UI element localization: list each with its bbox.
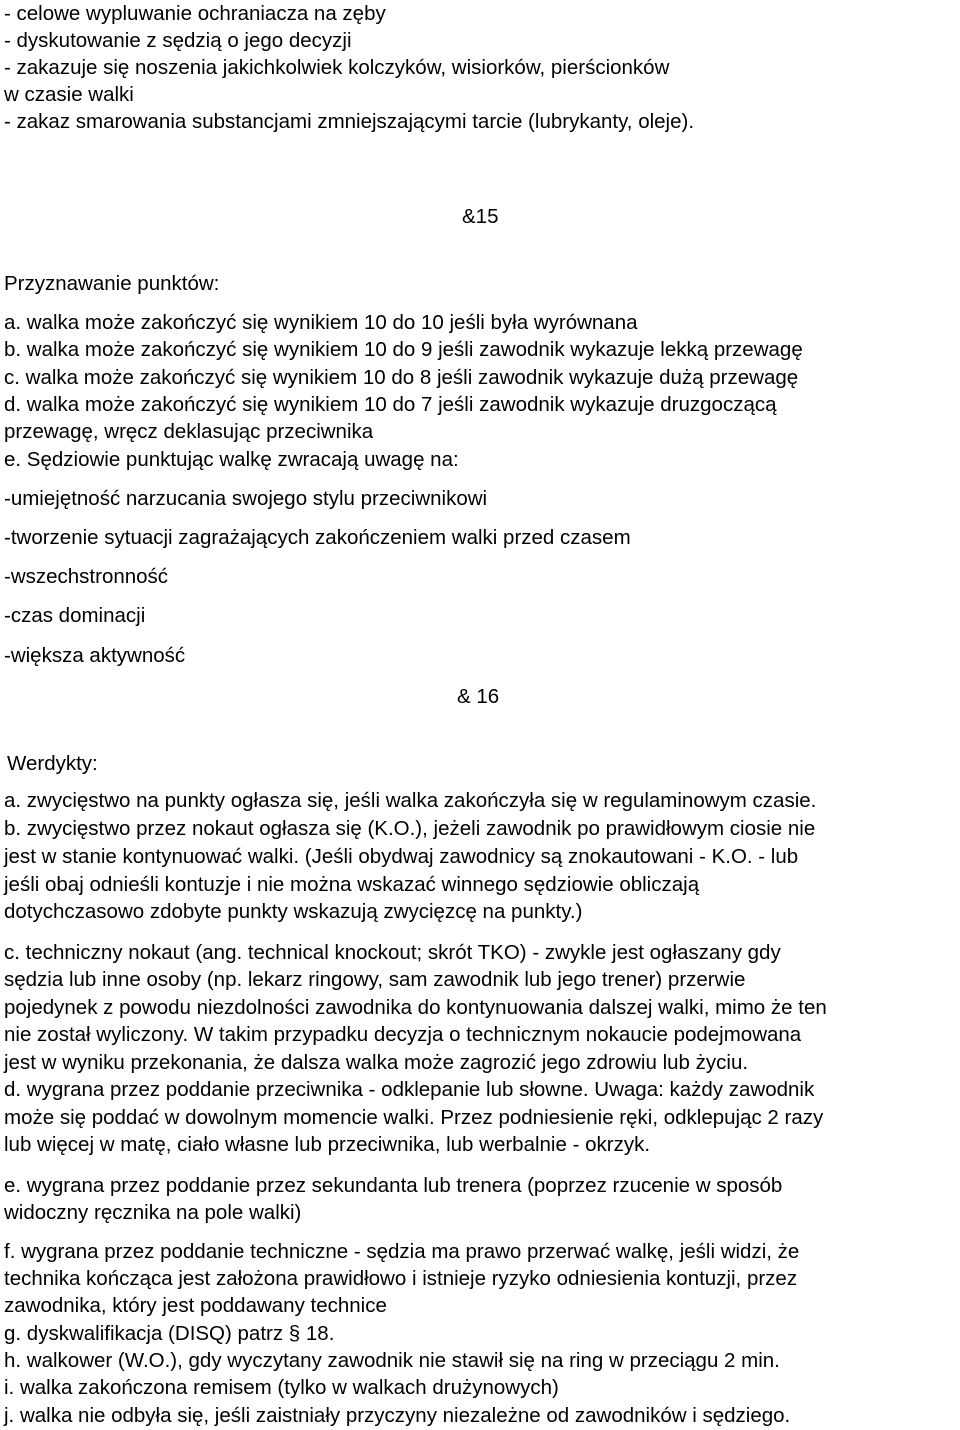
verdict-line: sędzia lub inne osoby (np. lekarz ringowy, sam zawodnik lub jego trener) przerwie <box>4 968 746 991</box>
scoring-item: e. Sędziowie punktując walkę zwracają uwagę na: <box>4 448 459 471</box>
verdict-line: jeśli obaj odnieśli kontuzje i nie można wskazać winnego sędziowie obliczają <box>4 873 700 896</box>
criteria-item: -tworzenie sytuacji zagrażających zakończeniem walki przed czasem <box>4 526 631 549</box>
scoring-item: przewagę, wręcz deklasując przeciwnika <box>4 420 374 443</box>
verdict-line: pojedynek z powodu niezdolności zawodnika do kontynuowania dalszej walki, mimo że ten <box>4 996 827 1019</box>
verdict-line: nie został wyliczony. W takim przypadku decyzja o technicznym nokaucie podejmowana <box>4 1023 802 1046</box>
scoring-item: c. walka może zakończyć się wynikiem 10 do 8 jeśli zawodnik wykazuje dużą przewagę <box>4 366 799 389</box>
criteria-item: -wszechstronność <box>4 565 169 588</box>
verdict-line: dotychczasowo zdobyte punkty wskazują zwycięzcę na punkty.) <box>4 900 583 923</box>
section-16-title: Werdykty: <box>7 752 98 775</box>
verdict-line: jest w wyniku przekonania, że dalsza walka może zagrozić jego zdrowiu lub życiu. <box>4 1051 749 1074</box>
criteria-item: -czas dominacji <box>4 604 146 627</box>
verdict-line: zawodnika, który jest poddawany technice <box>4 1294 387 1317</box>
verdict-line: f. wygrana przez poddanie techniczne - sędzia ma prawo przerwać walkę, jeśli widzi, że <box>4 1240 800 1263</box>
verdict-line: jest w stanie kontynuować walki. (Jeśli obydwaj zawodnicy są znokautowani - K.O. - lub <box>4 845 799 868</box>
verdict-line: widoczny ręcznika na pole walki) <box>4 1201 302 1224</box>
scoring-item: a. walka może zakończyć się wynikiem 10 do 10 jeśli była wyrównana <box>4 311 638 334</box>
section-15-heading: &15 <box>462 205 499 228</box>
verdict-line: h. walkower (W.O.), gdy wyczytany zawodnik nie stawił się na ring w przeciągu 2 min. <box>4 1349 780 1372</box>
rule-line: - dyskutowanie z sędzią o jego decyzji <box>4 29 352 52</box>
rule-line: - zakaz smarowania substancjami zmniejszającymi tarcie (lubrykanty, oleje). <box>4 110 695 133</box>
criteria-item: -umiejętność narzucania swojego stylu przeciwnikowi <box>4 487 488 510</box>
verdict-line: a. zwycięstwo na punkty ogłasza się, jeśli walka zakończyła się w regulaminowym czasie. <box>4 789 817 812</box>
rule-line: - celowe wypluwanie ochraniacza na zęby <box>4 2 386 25</box>
rule-line: - zakazuje się noszenia jakichkolwiek kolczyków, wisiorków, pierścionków <box>4 56 670 79</box>
verdict-line: c. techniczny nokaut (ang. technical knockout; skrót TKO) - zwykle jest ogłaszany gdy <box>4 941 781 964</box>
scoring-item: d. walka może zakończyć się wynikiem 10 do 7 jeśli zawodnik wykazuje druzgoczącą <box>4 393 777 416</box>
verdict-line: b. zwycięstwo przez nokaut ogłasza się (K.O.), jeżeli zawodnik po prawidłowym ciosie nie <box>4 817 816 840</box>
verdict-line: e. wygrana przez poddanie przez sekundanta lub trenera (poprzez rzucenie w sposób <box>4 1174 783 1197</box>
verdict-line: technika kończąca jest założona prawidłowo i istnieje ryzyko odniesienia kontuzji, przez <box>4 1267 798 1290</box>
verdict-line: może się poddać w dowolnym momencie walki. Przez podniesienie ręki, odklepując 2 razy <box>4 1106 824 1129</box>
rule-line: w czasie walki <box>4 83 134 106</box>
verdict-line: j. walka nie odbyła się, jeśli zaistniały przyczyny niezależne od zawodników i sędziego. <box>4 1404 791 1427</box>
verdict-line: g. dyskwalifikacja (DISQ) patrz § 18. <box>4 1322 335 1345</box>
section-16-heading: & 16 <box>457 685 500 708</box>
verdict-line: lub więcej w matę, ciało własne lub przeciwnika, lub werbalnie - okrzyk. <box>4 1133 651 1156</box>
verdict-line: d. wygrana przez poddanie przeciwnika - odklepanie lub słowne. Uwaga: każdy zawodnik <box>4 1078 815 1101</box>
verdict-line: i. walka zakończona remisem (tylko w walkach drużynowych) <box>4 1376 559 1399</box>
section-15-title: Przyznawanie punktów: <box>4 272 220 295</box>
scoring-item: b. walka może zakończyć się wynikiem 10 do 9 jeśli zawodnik wykazuje lekką przewagę <box>4 338 803 361</box>
criteria-item: -większa aktywność <box>4 644 186 667</box>
